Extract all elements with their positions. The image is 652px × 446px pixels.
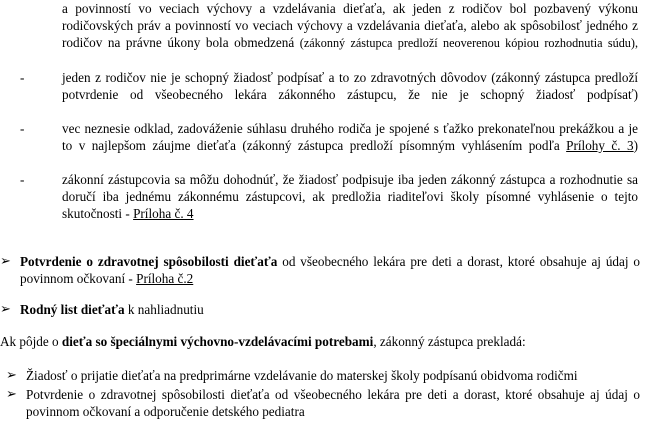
paragraph-text: , zákonný zástupca prekladá:	[373, 334, 526, 349]
bullet-title: Rodný list dieťaťa	[20, 302, 125, 317]
bullet-title: Potvrdenie o zdravotnej spôsobilosti dieťaťa	[20, 254, 278, 269]
arrow-bullet-icon: ➢	[0, 302, 11, 317]
attachment-link[interactable]: Prílohy č. 3	[566, 138, 634, 153]
dash-icon: -	[20, 172, 25, 187]
list-item-text: Potvrdenie o zdravotnej spôsobilosti dieťaťa od všeobecného lekára pre deti a dorast, ktoré obsahuje aj údaj o povinnom očkovaní a odporučenie detského pediatra	[26, 387, 640, 419]
list-item	[6, 367, 640, 384]
arrow-bullet-icon: ➢	[6, 368, 17, 383]
list-item	[20, 69, 638, 120]
list-item-text: Žiadosť o prijatie dieťaťa na predprimárne vzdelávanie do materskej školy podpísanú obidvoma rodičmi	[26, 368, 578, 383]
list-item-text: zákonní zástupcovia sa môžu dohodnúť, že žiadosť podpisuje iba jeden zákonný zástupca a rozhodnutie sa doručí iba jednému zákonnému zástupcovi, ak predložia riaditeľovi školy písomné vyhlásenie o tejto skutočnosti -	[62, 172, 638, 221]
bullet-item	[0, 301, 640, 318]
list-item-text: jeden z rodičov nie je schopný žiadosť podpísať a to zo zdravotných dôvodov (zákonný zástupca predloží potvrdenie od všeobecného lekára zákonného zástupcu, že nie je schopný žiadosť podpísať)	[62, 70, 638, 102]
dash-icon: -	[20, 121, 25, 136]
list-item	[20, 0, 638, 69]
list-item-text-end: )	[633, 138, 638, 153]
list-item	[20, 120, 638, 171]
list-item-text: a povinností vo veciach výchovy a vzdelávania dieťaťa, ak jeden z rodičov bol pozbavený výkonu rodičovských práv a povinností vo veciach výchovy a vzdelávania dieťaťa, alebo ak spôsobilosť jedného z rodičov na právne úkony bola obmedzená	[62, 1, 638, 50]
special-needs-list	[6, 367, 640, 420]
list-item-text: vec neznesie odklad, zadováženie súhlasu druhého rodiča je spojené s ťažko prekonateľnou prekážkou a je to v najlepšom záujme dieťaťa (zákonný zástupca predloží písomným vyhlásením podľa	[62, 121, 638, 153]
bullet-text: od všeobecného lekára pre deti a dorast, ktoré obsahuje aj údaj o povinnom očkovaní -	[20, 254, 640, 286]
arrow-bullet-icon: ➢	[0, 254, 11, 269]
paragraph-text: Ak pôjde o	[0, 334, 62, 349]
arrow-bullet-icon: ➢	[6, 387, 17, 402]
list-item-note: (zákonný zástupca predloží neoverenou kópiou rozhodnutia súdu),	[299, 36, 638, 50]
dash-icon: -	[20, 70, 25, 85]
paragraph-emphasis: dieťa so špeciálnymi výchovno-vzdelávacími potrebami	[61, 334, 374, 349]
bullet-item	[0, 253, 640, 287]
list-item	[20, 171, 638, 222]
bullet-text: k nahliadnutiu	[124, 302, 204, 317]
attachment-link[interactable]: Príloha č. 4	[133, 206, 194, 221]
attachment-link[interactable]: Príloha č.2	[136, 271, 194, 286]
dash-list	[20, 0, 638, 222]
special-needs-paragraph	[0, 333, 640, 350]
list-item	[6, 386, 640, 420]
